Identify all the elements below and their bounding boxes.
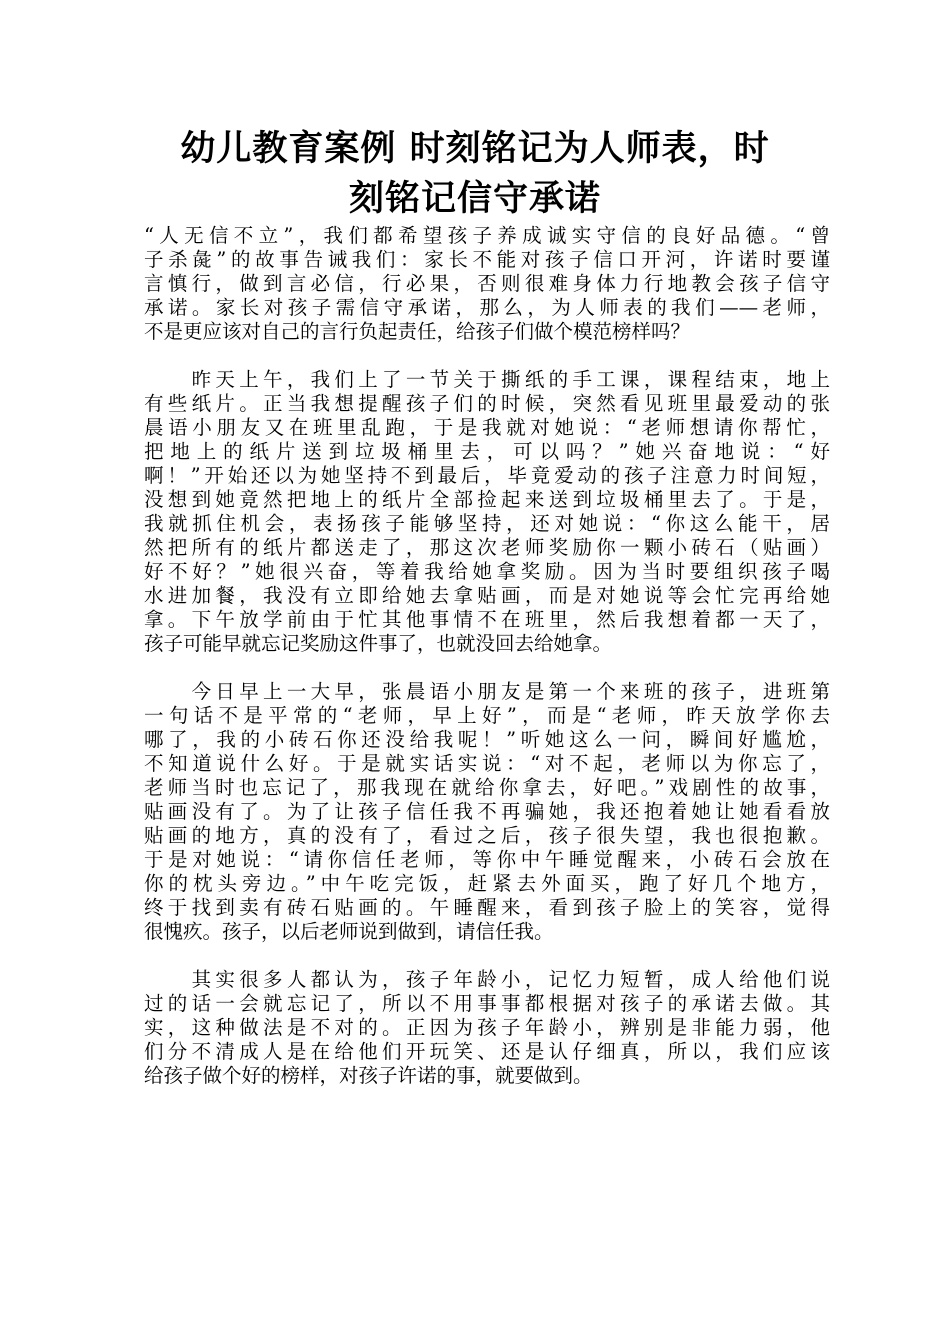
paragraph-yesterday	[144, 368, 830, 656]
text-line: 承诺。家长对孩子需信守承诺，那么，为人师表的我们——老师，	[144, 296, 830, 319]
document-body	[144, 224, 830, 1112]
text-line: 把地上的纸片送到垃圾桶里去，可以吗？”她兴奋地说：“好	[144, 440, 830, 463]
text-line: 啊！”开始还以为她坚持不到最后，毕竟爱动的孩子注意力时间短，	[144, 464, 830, 487]
text-line: 给孩子做个好的榜样，对孩子许诺的事，就要做到。	[144, 1064, 593, 1087]
text-line: 子杀彘”的故事告诫我们：家长不能对孩子信口开河，许诺时要谨	[144, 248, 830, 271]
text-line: 晨语小朋友又在班里乱跑，于是我就对她说：“老师想请你帮忙，	[144, 416, 830, 439]
text-line: 很愧疚。孩子，以后老师说到做到，请信任我。	[144, 920, 554, 943]
title-line: 刻铭记信守承诺	[348, 178, 601, 219]
text-line: 一句话不是平常的“老师，早上好”，而是“老师，昨天放学你去	[144, 704, 830, 727]
text-line: 不是更应该对自己的言行负起责任，给孩子们做个模范榜样吗？	[144, 320, 691, 343]
text-line: 于是对她说：“请你信任老师，等你中午睡觉醒来，小砖石会放在	[144, 848, 830, 871]
text-line: 你的枕头旁边。”中午吃完饭，赶紧去外面买，跑了好几个地方，	[144, 872, 830, 895]
text-line: 今日早上一大早，张晨语小朋友是第一个来班的孩子，进班第	[144, 680, 830, 703]
text-line: 然把所有的纸片都送走了，那这次老师奖励你一颗小砖石（贴画）	[144, 536, 830, 559]
text-line: 们分不清成人是在给他们开玩笑、还是认仔细真，所以，我们应该	[144, 1040, 830, 1063]
text-line: 我就抓住机会，表扬孩子能够坚持，还对她说：“你这么能干，居	[144, 512, 830, 535]
text-line: 言慎行，做到言必信，行必果，否则很难身体力行地教会孩子信守	[144, 272, 830, 295]
text-line: 过的话一会就忘记了，所以不用事事都根据对孩子的承诺去做。其	[144, 992, 830, 1015]
text-line: 昨天上午，我们上了一节关于撕纸的手工课，课程结束，地上	[144, 368, 830, 391]
paragraph-intro	[144, 224, 830, 344]
paragraph-conclusion	[144, 968, 830, 1088]
text-line: 哪了，我的小砖石你还没给我呢！”听她这么一问，瞬间好尴尬，	[144, 728, 830, 751]
text-line: 贴画的地方，真的没有了，看过之后，孩子很失望，我也很抱歉。	[144, 824, 830, 847]
text-line: 拿。下午放学前由于忙其他事情不在班里，然后我想着都一天了，	[144, 608, 830, 631]
document-title	[120, 124, 830, 224]
text-line: 实，这种做法是不对的。正因为孩子年龄小，辨别是非能力弱，他	[144, 1016, 830, 1039]
text-line: 水进加餐，我没有立即给她去拿贴画，而是对她说等会忙完再给她	[144, 584, 830, 607]
text-line: 没想到她竟然把地上的纸片全部捡起来送到垃圾桶里去了。于是，	[144, 488, 830, 511]
text-line: 其实很多人都认为，孩子年龄小，记忆力短暂，成人给他们说	[144, 968, 830, 991]
text-line: 终于找到卖有砖石贴画的。午睡醒来，看到孩子脸上的笑容，觉得	[144, 896, 830, 919]
text-line: “人无信不立”，我们都希望孩子养成诚实守信的良好品德。“曾	[144, 224, 830, 247]
title-line: 幼儿教育案例 时刻铭记为人师表，时	[180, 128, 770, 169]
text-line: 老师当时也忘记了，那我现在就给你拿去，好吧。”戏剧性的故事，	[144, 776, 830, 799]
text-line: 不知道说什么好。于是就实话实说：“对不起，老师以为你忘了，	[144, 752, 830, 775]
text-line: 贴画没有了。为了让孩子信任我不再骗她，我还抱着她让她看看放	[144, 800, 830, 823]
paragraph-today	[144, 680, 830, 944]
text-line: 好不好？”她很兴奋，等着我给她拿奖励。因为当时要组织孩子喝	[144, 560, 830, 583]
text-line: 孩子可能早就忘记奖励这件事了，也就没回去给她拿。	[144, 632, 613, 655]
text-line: 有些纸片。正当我想提醒孩子们的时候，突然看见班里最爱动的张	[144, 392, 830, 415]
